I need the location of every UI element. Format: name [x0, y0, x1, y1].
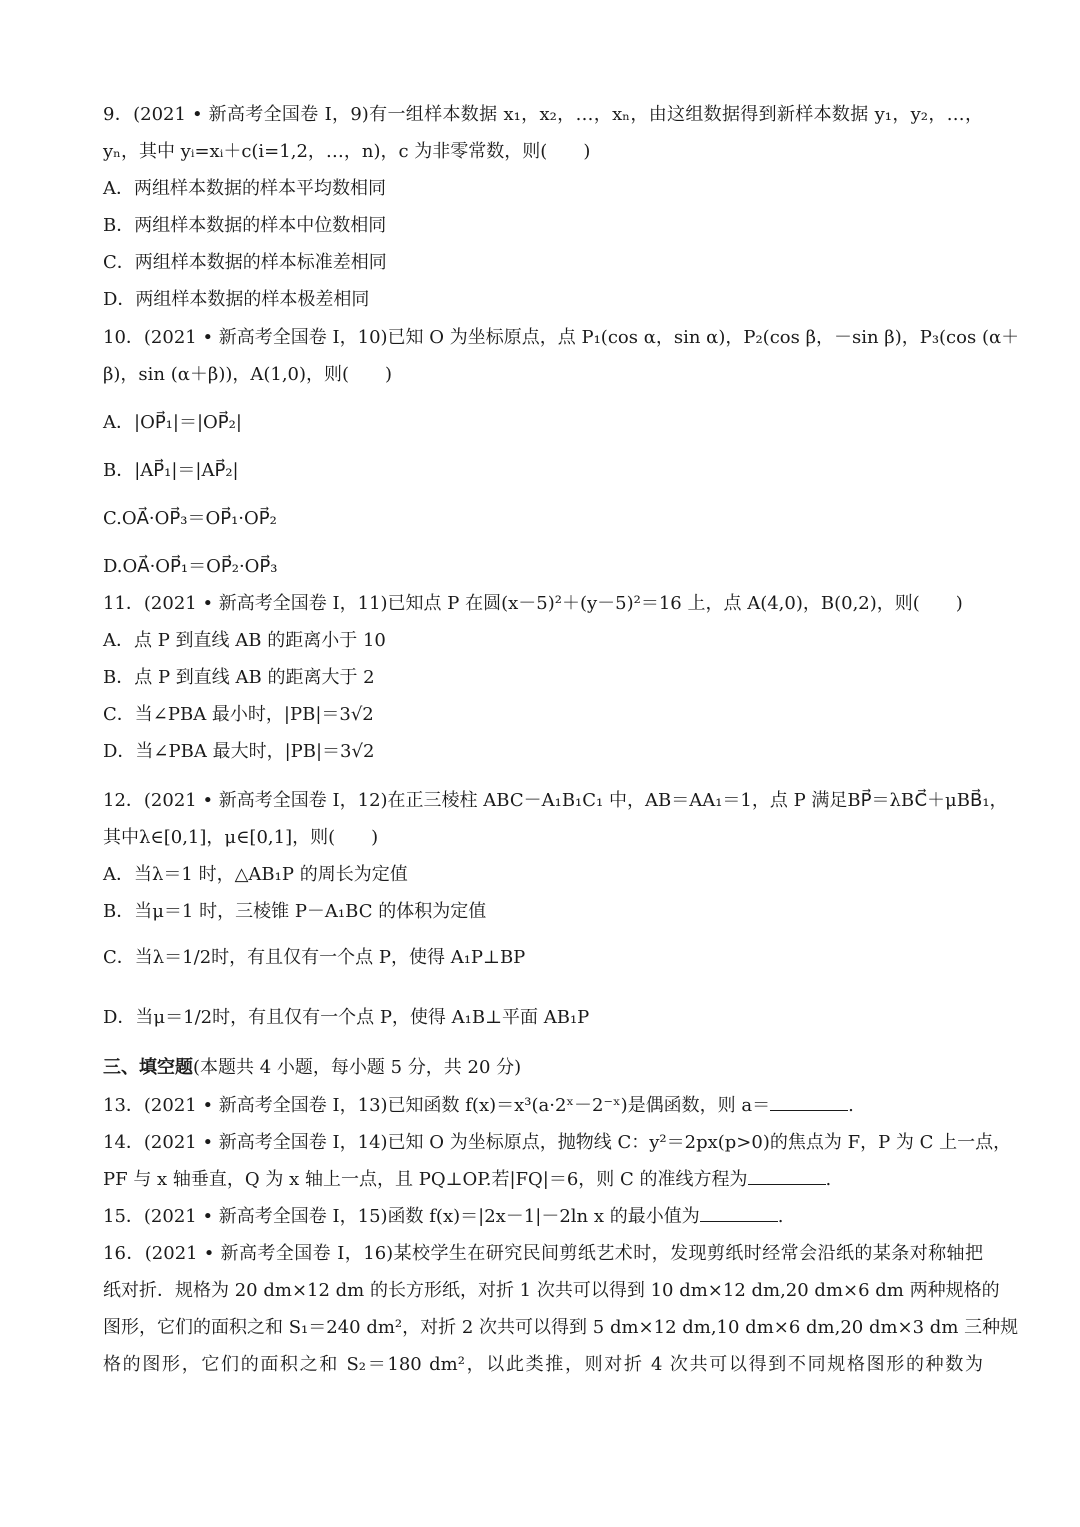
q15-answer-blank[interactable] — [700, 1205, 778, 1222]
q13-tail: . — [848, 1095, 854, 1116]
q16-line3: 图形，它们的面积之和 S₁＝240 dm²，对折 2 次共可以得到 5 dm×12 dm,10 dm×6 dm,20 dm×3 dm 三种规 — [103, 1317, 1019, 1338]
q12-option-d: D．当μ＝1/2时，有且仅有一个点 P，使得 A₁B⊥平面 AB₁P — [103, 1007, 590, 1028]
q12-stem-line1: 12．(2021 • 新高考全国卷 I，12)在正三棱柱 ABC－A₁B₁C₁ 中，AB＝AA₁＝1，点 P 满足BP⃗＝λBC⃗＋μBB⃗₁， — [103, 790, 1008, 811]
q12-option-a: A．当λ＝1 时，△AB₁P 的周长为定值 — [103, 864, 408, 885]
q12-option-b: B．当μ＝1 时，三棱锥 P－A₁BC 的体积为定值 — [103, 901, 487, 922]
section-note: (本题共 4 小题，每小题 5 分，共 20 分) — [193, 1057, 522, 1078]
q12-option-c: C．当λ＝1/2时，有且仅有一个点 P，使得 A₁P⊥BP — [103, 947, 526, 968]
section-heading — [103, 1056, 983, 1080]
q12-stem-line2: 其中λ∈[0,1]，μ∈[0,1]，则( ) — [103, 827, 379, 848]
q11-stem-line1: 11．(2021 • 新高考全国卷 I，11)已知点 P 在圆(x－5)²＋(y－5)²＝16 上，点 A(4,0)，B(0,2)，则( ) — [103, 593, 963, 614]
q13-text: 13．(2021 • 新高考全国卷 I，13)已知函数 f(x)＝x³(a·2ˣ－2⁻ˣ)是偶函数，则 a＝ — [103, 1095, 771, 1116]
q10-stem-line1: 10．(2021 • 新高考全国卷 I，10)已知 O 为坐标原点，点 P₁(cos α，sin α)，P₂(cos β，－sin β)，P₃(cos (α＋ — [103, 327, 1020, 348]
q13-line — [103, 1094, 983, 1118]
q16-line1: 16．(2021 • 新高考全国卷 I，16)某校学生在研究民间剪纸艺术时，发现剪纸时经常会沿纸的某条对称轴把 — [103, 1243, 983, 1264]
q10-option-d: D.OA⃗·OP⃗₁＝OP⃗₂·OP⃗₃ — [103, 556, 278, 577]
q15-line — [103, 1205, 983, 1229]
q11-option-b: B．点 P 到直线 AB 的距离大于 2 — [103, 667, 375, 688]
q11-option-c: C．当∠PBA 最小时，|PB|＝3√2 — [103, 704, 374, 725]
q15-tail: . — [777, 1206, 784, 1227]
q9-option-c: C．两组样本数据的样本标准差相同 — [103, 252, 387, 273]
q14-tail: . — [825, 1169, 832, 1190]
q16-line2: 纸对折．规格为 20 dm×12 dm 的长方形纸，对折 1 次共可以得到 10 dm×12 dm,20 dm×6 dm 两种规格的 — [103, 1280, 1000, 1301]
q16-line4: 格的图形，它们的面积之和 S₂＝180 dm²，以此类推，则对折 4 次共可以得到不同规格图形的种数为 — [103, 1354, 983, 1375]
q11-option-d: D．当∠PBA 最大时，|PB|＝3√2 — [103, 741, 375, 762]
q14-line1: 14．(2021 • 新高考全国卷 I，14)已知 O 为坐标原点，抛物线 C：y²＝2px(p>0)的焦点为 F，P 为 C 上一点， — [103, 1132, 1012, 1153]
q10-option-b: B．|AP⃗₁|＝|AP⃗₂| — [103, 460, 239, 481]
q9-stem-line2: yₙ，其中 yᵢ=xᵢ＋c(i=1,2，…，n)，c 为非零常数，则( ) — [103, 141, 591, 162]
q9-option-d: D．两组样本数据的样本极差相同 — [103, 289, 370, 310]
q9-option-b: B．两组样本数据的样本中位数相同 — [103, 215, 387, 236]
q14-answer-blank[interactable] — [748, 1168, 826, 1185]
q10-stem-line2: β)，sin (α＋β))，A(1,0)，则( ) — [103, 364, 393, 385]
section-title: 三、填空题 — [103, 1057, 193, 1078]
q15-text: 15．(2021 • 新高考全国卷 I，15)函数 f(x)＝|2x－1|－2ln x 的最小值为 — [103, 1206, 700, 1227]
q9-stem-line1: 9．(2021 • 新高考全国卷 I，9)有一组样本数据 x₁，x₂，…，xₙ，由这组数据得到新样本数据 y₁，y₂，…， — [103, 104, 983, 125]
q11-option-a: A．点 P 到直线 AB 的距离小于 10 — [103, 630, 386, 651]
q9-option-a: A．两组样本数据的样本平均数相同 — [103, 178, 386, 199]
q10-option-c: C.OA⃗·OP⃗₃＝OP⃗₁·OP⃗₂ — [103, 508, 277, 529]
q14-text: PF 与 x 轴垂直，Q 为 x 轴上一点，且 PQ⊥OP.若|FQ|＝6，则 C 的准线方程为 — [103, 1169, 748, 1190]
q13-answer-blank[interactable] — [770, 1094, 848, 1111]
q14-line2 — [103, 1168, 983, 1192]
q10-option-a: A．|OP⃗₁|＝|OP⃗₂| — [103, 412, 242, 433]
